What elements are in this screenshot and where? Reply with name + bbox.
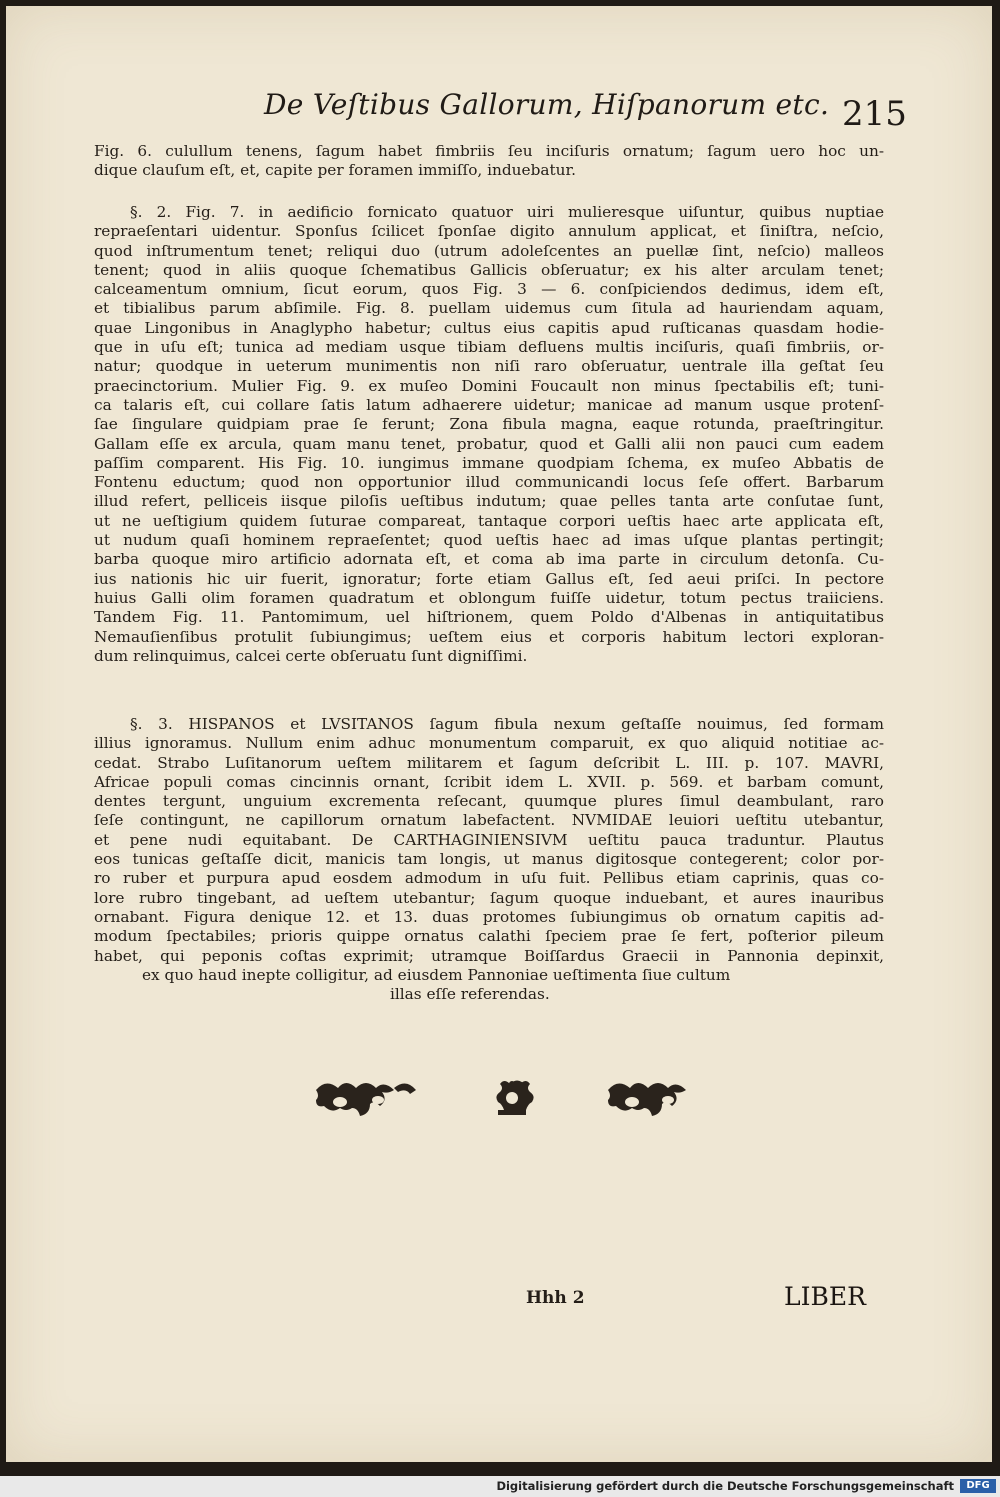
text-line: que in uſu eſt; tunica ad mediam usque tibiam defluens multis inciſuris, quaſi fimbriis, or- bbox=[94, 338, 884, 357]
text-line: huius Galli olim foramen quadratum et oblongum fuiſſe uidetur, totum pectus traiiciens. bbox=[94, 588, 884, 607]
text-line: eos tunicas geſtaſſe dicit, manicis tam longis, ut manus digitosque contegerent; color por- bbox=[94, 850, 884, 869]
digitization-footer bbox=[0, 1476, 1000, 1497]
text-line: tenent; quod in aliis quoque ſchematibus Gallicis obſeruatur; ex his alter arculam tenet; bbox=[94, 260, 884, 279]
text-line: calceamentum omnium, ſicut eorum, quos Fig. 3 — 6. conſpiciendos dedimus, idem eſt, bbox=[94, 280, 884, 299]
text-line: natur; quodque in ueterum munimentis non niſi raro obſeruatur, uentrale illa geſtat ſeu bbox=[94, 357, 884, 376]
text-line: dique clauſum eſt, et, capite per foramen immiſſo, induebatur. bbox=[94, 161, 576, 180]
text-line: Gallam eſſe ex arcula, quam manu tenet, probatur, quod et Galli alii non pauci cum eadem bbox=[94, 434, 884, 453]
text-line: Fig. 6. culullum tenens, ſagum habet fimbriis ſeu inciſuris ornatum; ſagum uero hoc un- bbox=[94, 142, 884, 160]
text-line: §. 2. Fig. 7. in aedificio fornicato quatuor uiri mulieresque uiſuntur, quibus nuptiae bbox=[130, 203, 884, 221]
text-line: quae Lingonibus in Anaglypho habetur; cultus eius capitis apud ruſticanas quasdam hodie- bbox=[94, 318, 884, 337]
paragraph-3 bbox=[94, 715, 884, 1004]
text-line: lore rubro tingebant, ad ueſtem utebantur; ſagum quoque induebant, et aures inauribus bbox=[94, 888, 884, 907]
text-line: paſſim comparent. His Fig. 10. iungimus immane quodpiam ſchema, ex muſeo Abbatis de bbox=[94, 453, 884, 472]
text-line: Tandem Fig. 11. Pantomimum, uel hiſtrionem, quem Poldo d'Albenas in antiquitatibus bbox=[94, 608, 884, 627]
paragraph-2 bbox=[94, 203, 884, 666]
signature-mark: Hhh 2 bbox=[526, 1288, 585, 1308]
text-line: ſeſe contingunt, ne capillorum ornatum labefactent. NVMIDAE leuiori ueſtitu utebantur, bbox=[94, 811, 884, 830]
book-page bbox=[6, 6, 992, 1462]
text-line: ro ruber et purpura apud eosdem admodum in uſu fuit. Pellibus etiam caprinis, quas co- bbox=[94, 869, 884, 888]
running-header: De Veſtibus Gallorum, Hiſpanorum etc. bbox=[264, 88, 830, 121]
text-line: ca talaris eſt, cui collare ſatis latum adhaerere uidetur; manicae ad manum usque protenſ- bbox=[94, 395, 884, 414]
catchword: LIBER bbox=[784, 1282, 866, 1311]
text-line: dum relinquimus, calcei certe obſeruatu ſunt digniſſimi. bbox=[94, 646, 528, 665]
text-line: ut ne ueſtigium quidem ſuturae compareat, tantaque corpori ueſtis haec arte applicata eſt, bbox=[94, 511, 884, 530]
text-line: Nemauſienſibus protulit ſubiungimus; ueſtem eius et corporis habitum lectori exploran- bbox=[94, 627, 884, 646]
text-line: ex quo haud inepte colligitur, ad eiusdem Pannoniae ueſtimenta ſiue cultum bbox=[142, 965, 731, 984]
text-line: quod inſtrumentum tenet; reliqui duo (utrum adoleſcentes an puellæ ſint, neſcio) malleos bbox=[94, 241, 884, 260]
text-line: ornabant. Figura denique 12. et 13. duas protomes ſubiungimus ob ornatum capitis ad- bbox=[94, 907, 884, 926]
text-line: illius ignoramus. Nullum enim adhuc monumentum comparuit, ex quo aliquid notitiae ac- bbox=[94, 734, 884, 753]
page-number: 215 bbox=[842, 94, 907, 134]
dfg-logo: DFG bbox=[960, 1479, 996, 1493]
text-line: illud refert, pelliceis iisque piloſis ueſtibus indutum; quae pelles tanta arte conſutae ſunt, bbox=[94, 492, 884, 511]
paragraph-1 bbox=[94, 142, 884, 181]
printers-ornament bbox=[312, 1076, 692, 1120]
text-line: illas eſſe referendas. bbox=[390, 985, 550, 1004]
text-line: ſae ſingulare quidpiam prae ſe ferunt; Zona fibula magna, eaque rotunda, praeſtringitur. bbox=[94, 415, 884, 434]
text-line: modum ſpectabiles; prioris quippe ornatus calathi ſpeciem prae ſe fert, poſterior pileum bbox=[94, 927, 884, 946]
text-line: ius nationis hic uir fuerit, ignoratur; forte etiam Gallus eſt, ſed aeui priſci. In pectore bbox=[94, 569, 884, 588]
text-line: Fontenu eductum; quod non opportunior illud communicandi locus ſeſe offert. Barbarum bbox=[94, 473, 884, 492]
text-line: Africae populi comas cincinnis ornant, ſcribit idem L. XVII. p. 569. et barbam comunt, bbox=[94, 772, 884, 791]
text-line: et tibialibus parum abſimile. Fig. 8. puellam uidemus cum ſitula ad hauriendam aquam, bbox=[94, 299, 884, 318]
text-line: ut nudum quaſi hominem repraeſentet; quod ueſtis haec ad imas uſque plantas pertingit; bbox=[94, 531, 884, 550]
text-line: et pene nudi equitabant. De CARTHAGINIENSIVM ueſtitu pauca traduntur. Plautus bbox=[94, 830, 884, 849]
text-line: §. 3. HISPANOS et LVSITANOS ſagum fibula nexum geſtaſſe nouimus, ſed formam bbox=[130, 715, 884, 733]
text-line: praecinctorium. Mulier Fig. 9. ex muſeo Domini Foucault non minus ſpectabilis eſt; tuni- bbox=[94, 376, 884, 395]
text-line: habet, qui peponis coſtas exprimit; utramque Boiſſardus Graecii in Pannonia depinxit, bbox=[94, 946, 884, 965]
digitization-note: Digitalisierung gefördert durch die Deutsche Forschungsgemeinschaft bbox=[496, 1479, 954, 1493]
text-line: repraeſentari uidentur. Sponſus ſcilicet ſponſae digito annulum applicat, et ſiniſtra, neſcio, bbox=[94, 222, 884, 241]
text-line: dentes tergunt, unguium excrementa reſecant, quumque plures ſimul deambulant, raro bbox=[94, 792, 884, 811]
text-line: barba quoque miro artificio adornata eſt, et coma ab ima parte in circulum detonſa. Cu- bbox=[94, 550, 884, 569]
text-line: cedat. Strabo Luſitanorum ueſtem militarem et ſagum deſcribit L. III. p. 107. MAVRI, bbox=[94, 753, 884, 772]
